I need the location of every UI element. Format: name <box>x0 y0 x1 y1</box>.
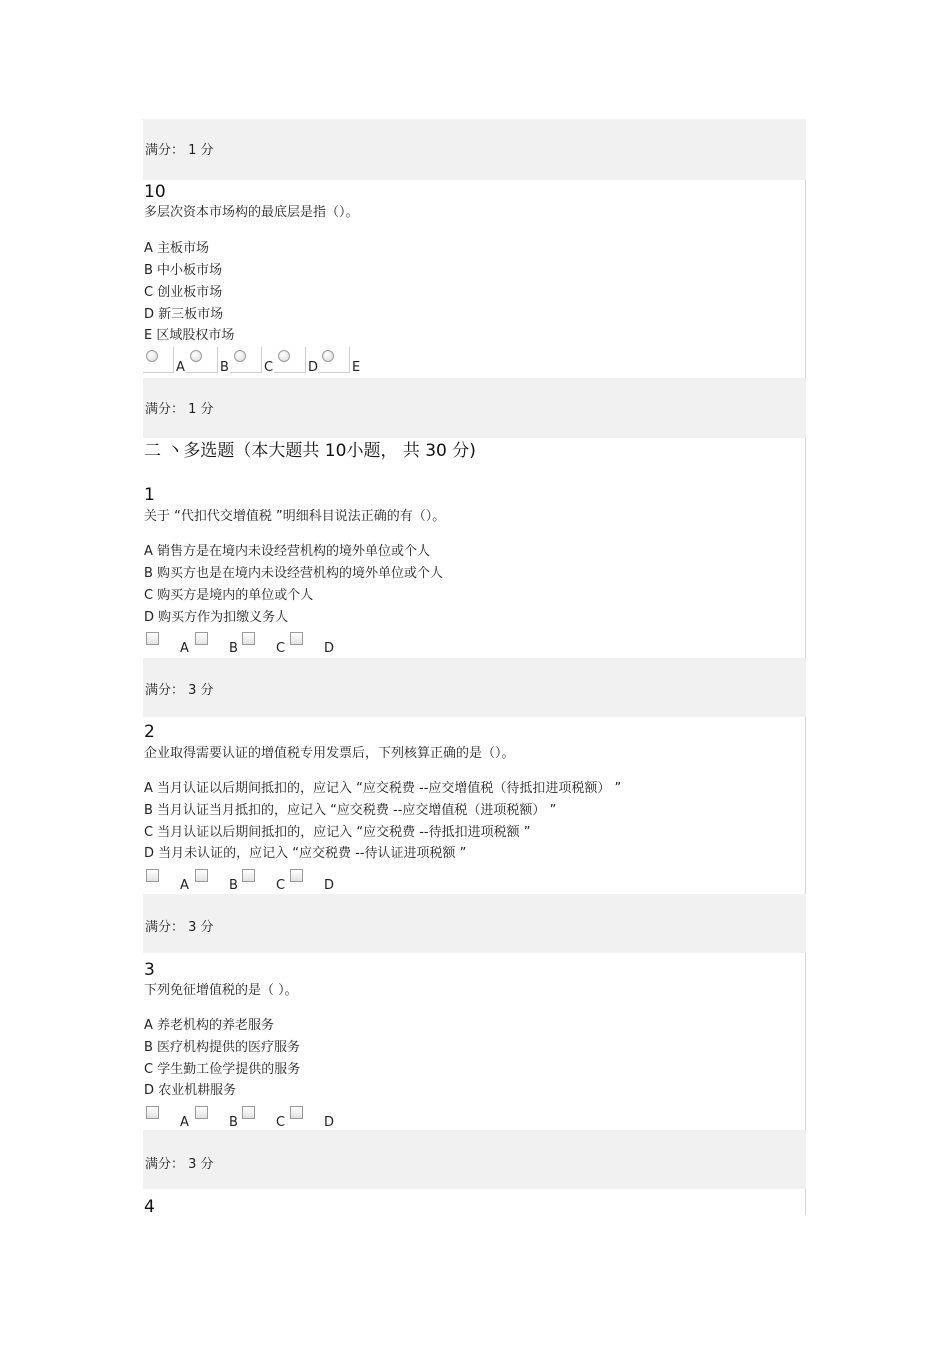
question-number: 1 <box>144 485 155 505</box>
radio-label-b: B <box>220 360 229 375</box>
checkbox-label-a: A <box>180 1115 189 1130</box>
radio-option-a[interactable] <box>146 350 158 362</box>
score-row <box>145 683 214 699</box>
option-d: D 当月未认证的，应记入 “应交税费 --待认证进项税额 ” <box>144 846 467 861</box>
checkbox-label-c: C <box>276 878 286 893</box>
checkbox-option-c[interactable] <box>242 632 255 645</box>
checkbox-label-a: A <box>180 641 189 656</box>
score-band <box>143 119 806 180</box>
score-value: 3 分 <box>188 1157 214 1172</box>
checkbox-option-a[interactable] <box>146 632 159 645</box>
option-b: B 医疗机构提供的医疗服务 <box>144 1040 301 1055</box>
checkbox-label-a: A <box>180 878 189 893</box>
option-b: B 当月认证当月抵扣的，应记入 “应交税费 --应交增值税（进项税额） ” <box>144 803 557 818</box>
radio-option-e[interactable] <box>322 350 334 362</box>
score-value: 3 分 <box>188 920 214 935</box>
score-value: 3 分 <box>188 683 214 698</box>
score-row <box>145 402 214 418</box>
checkbox-option-b[interactable] <box>195 1106 208 1119</box>
score-row <box>145 143 214 159</box>
option-a: A 主板市场 <box>144 241 210 256</box>
score-label: 满分： <box>145 683 185 698</box>
checkbox-option-d[interactable] <box>290 1106 303 1119</box>
radio-label-e: E <box>352 360 361 375</box>
option-d: D 农业机耕服务 <box>144 1083 237 1098</box>
radio-label-d: D <box>308 360 319 375</box>
checkbox-label-b: B <box>229 1115 238 1130</box>
option-e: E 区域股权市场 <box>144 328 235 343</box>
option-b: B 购买方也是在境内未设经营机构的境外单位或个人 <box>144 566 444 581</box>
section-title: 二 丶多选题（本大题共 10小题， 共 30 分) <box>144 441 476 461</box>
radio-option-d[interactable] <box>278 350 290 362</box>
checkbox-label-c: C <box>276 1115 286 1130</box>
score-value: 1 分 <box>188 143 214 158</box>
radio-label-a: A <box>176 360 185 375</box>
score-band <box>143 1130 806 1189</box>
score-band <box>143 894 806 953</box>
radio-option-b[interactable] <box>190 350 202 362</box>
option-c: C 创业板市场 <box>144 285 223 300</box>
checkbox-option-d[interactable] <box>290 632 303 645</box>
checkbox-option-d[interactable] <box>290 869 303 882</box>
score-label: 满分： <box>145 402 185 417</box>
question-number: 10 <box>144 182 166 202</box>
option-a: A 养老机构的养老服务 <box>144 1018 275 1033</box>
question-stem: 企业取得需要认证的增值税专用发票后，下列核算正确的是（）。 <box>144 746 515 761</box>
option-b: B 中小板市场 <box>144 263 223 278</box>
score-row <box>145 1157 214 1173</box>
checkbox-option-a[interactable] <box>146 1106 159 1119</box>
score-label: 满分： <box>145 1157 185 1172</box>
checkbox-label-b: B <box>229 641 238 656</box>
question-number: 2 <box>144 722 155 742</box>
option-d: D 购买方作为扣缴义务人 <box>144 610 289 625</box>
checkbox-label-d: D <box>324 878 335 893</box>
checkbox-option-a[interactable] <box>146 869 159 882</box>
radio-label-c: C <box>264 360 274 375</box>
question-stem: 多层次资本市场构的最底层是指（）。 <box>144 205 359 220</box>
question-stem: 关于 “代扣代交增值税 ”明细科目说法正确的有（）。 <box>144 509 446 524</box>
score-band <box>143 378 806 438</box>
option-c: C 购买方是境内的单位或个人 <box>144 588 314 603</box>
checkbox-label-c: C <box>276 641 286 656</box>
question-number: 3 <box>144 960 155 980</box>
option-c: C 当月认证以后期间抵扣的，应记入 “应交税费 --待抵扣进项税额 ” <box>144 825 531 840</box>
score-row <box>145 920 214 936</box>
option-a: A 当月认证以后期间抵扣的，应记入 “应交税费 --应交增值税（待抵扣进项税额） ” <box>144 781 622 796</box>
question-number: 4 <box>144 1197 155 1217</box>
checkbox-label-d: D <box>324 641 335 656</box>
score-label: 满分： <box>145 920 185 935</box>
score-label: 满分： <box>145 143 185 158</box>
checkbox-option-c[interactable] <box>242 869 255 882</box>
checkbox-label-b: B <box>229 878 238 893</box>
option-a: A 销售方是在境内未设经营机构的境外单位或个人 <box>144 544 431 559</box>
checkbox-label-d: D <box>324 1115 335 1130</box>
checkbox-option-b[interactable] <box>195 869 208 882</box>
radio-option-c[interactable] <box>234 350 246 362</box>
checkbox-option-c[interactable] <box>242 1106 255 1119</box>
option-c: C 学生勤工俭学提供的服务 <box>144 1062 301 1077</box>
question-stem: 下列免征增值税的是（ ）。 <box>144 983 298 998</box>
option-d: D 新三板市场 <box>144 307 224 322</box>
checkbox-option-b[interactable] <box>195 632 208 645</box>
score-value: 1 分 <box>188 402 214 417</box>
score-band <box>143 658 806 717</box>
